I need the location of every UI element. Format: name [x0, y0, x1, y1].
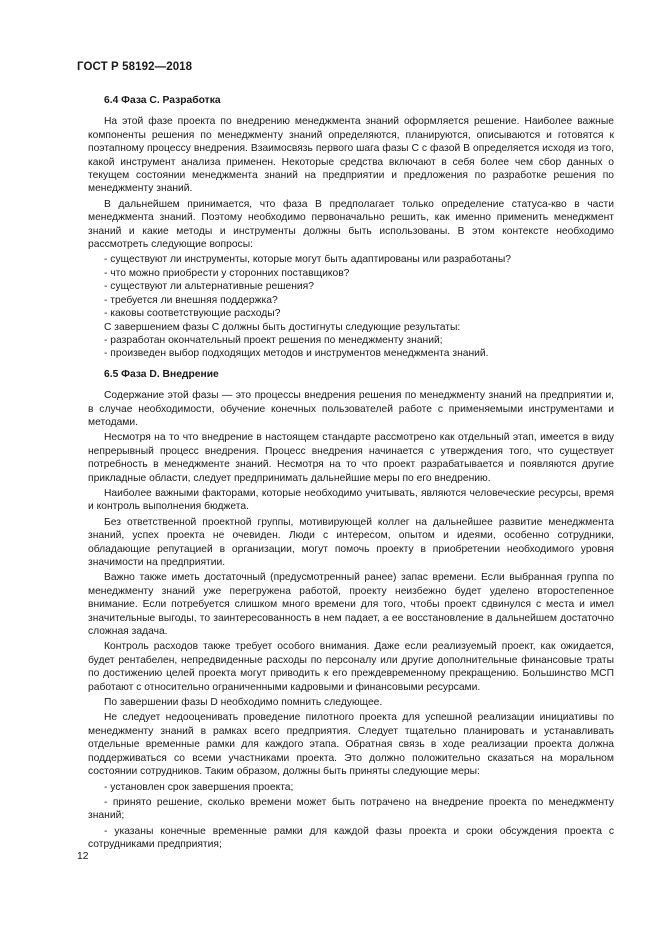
page-number: 12: [77, 851, 89, 862]
page-body: [88, 94, 614, 854]
section-6-5-paragraph-2: Несмотря на то что внедрение в настоящем стандарте рассмотрено как отдельный этап, имеется в виду непрерывный процесс внедрения. Процесс внедрения начинается с утверждения того, что существует потребность в менеджменте знаний. Несмотря на то что проект разрабатывается и появляются другие прикладные области, следует предпринимать дальнейшие меры по его внедрению.: [88, 432, 614, 484]
measures-list: [88, 781, 614, 852]
list-item: - существуют ли инструменты, которые могут быть адаптированы или разработаны?: [104, 254, 511, 266]
section-6-4-title: 6.4 Фаза С. Разработка: [104, 95, 221, 106]
list-item: - указаны конечные временные рамки для каждой фазы проекта и сроки обсуждения проекта с сотрудниками предприятия;: [88, 825, 614, 851]
section-6-5-paragraph-3: Наиболее важными факторами, которые необходимо учитывать, являются человеческие ресурсы, время и контроль выполнения бюджета.: [88, 487, 614, 513]
list-item: - требуется ли внешняя поддержка?: [104, 294, 278, 306]
list-item: - существуют ли альтернативные решения?: [104, 281, 314, 293]
section-6-5-paragraph-5: Важно также иметь достаточный (предусмотренный ранее) запас времени. Если выбранная группа по менеджменту знаний уже перегружена работой, проекту неизбежно будет уделено второстепенное внимание. Если потребуется слишком много времени для того, чтобы проект сдвинулся с места и имел значительные выгоды, то заинтересованность в нем падает, а ее восстановление в дальнейшем достаточно сложная задача.: [88, 572, 614, 638]
section-6-5-paragraph-6: Контроль расходов также требует особого внимания. Даже если реализуемый проект, как ожидается, будет рентабелен, непредвиденные расходы по персоналу или другие дополнительные финансовые траты по достижению целей проекта могут приводить к его преждевременному прекращению. Большинство МСП работают с относительно ограниченными кадровыми и финансовыми ресурсами.: [88, 641, 614, 693]
section-6-5-paragraph-7: По завершении фазы D необходимо помнить следующее.: [104, 697, 383, 709]
section-6-5-paragraph-8: Не следует недооценивать проведение пилотного проекта для успешной реализации инициативы по менеджменту знаний в рамках всего предприятия. Следует тщательно планировать и устанавливать отдельные временные рамки для каждого этапа. Обратная связь в ходе реализации проекта должна поддерживаться со всеми участниками проекта. Это должно положительно сказаться на моральном состоянии сотрудников. Таким образом, должны быть приняты следующие меры:: [88, 712, 614, 778]
section-6-5-paragraph-4: Без ответственной проектной группы, мотивирующей коллег на дальнейшее развитие менеджмента знаний, успех проекта не очевиден. Люди с интересом, опытом и идеями, особенно сотрудники, обладающие репутацией в организации, могут помочь проекту в приобретении необходимого уровня значимости на предприятии.: [88, 516, 614, 568]
questions-list: [88, 253, 614, 320]
results-list: [88, 334, 614, 361]
section-6-5-paragraph-1: Содержание этой фазы — это процессы внедрения решения по менеджменту знаний на предприятии и, в случае необходимости, обучение конечных пользователей работе с применяемыми инструментами и методами.: [88, 390, 614, 428]
list-item: - что можно приобрести у сторонних поставщиков?: [104, 267, 350, 279]
list-item: - принято решение, сколько времени может быть потрачено на внедрение проекта по менеджменту знаний;: [88, 796, 614, 822]
results-intro: С завершением фазы С должны быть достигнуты следующие результаты:: [104, 321, 461, 333]
list-item: - каковы соответствующие расходы?: [104, 308, 281, 320]
section-6-4-paragraph-2: В дальнейшем принимается, что фаза В предполагает только определение статуса-кво в части менеджмента знаний. Поэтому необходимо первоначально решить, как именно применить менеджмент знаний и какие методы и инструменты должны быть использованы. В этом контексте необходимо рассмотреть следующие вопросы:: [88, 198, 614, 251]
list-item: - установлен срок завершения проекта;: [104, 781, 294, 793]
list-item: - произведен выбор подходящих методов и инструментов менеджмента знаний.: [104, 348, 489, 360]
section-6-5-title: 6.5 Фаза D. Внедрение: [104, 368, 219, 380]
document-header: ГОСТ Р 58192—2018: [77, 61, 193, 73]
section-6-4-paragraph-1: На этой фазе проекта по внедрению менеджмента знаний оформляется решение. Наиболее важные компоненты решения по менеджменту знаний определяются, планируются, описываются и готовятся к поэтапному процессу внедрения. Взаимосвязь первого шага фазы С с фазой В определяется исходя из того, какой инструмент анализа применен. Некоторые средства включают в себя более чем сбор данных о текущем состоянии менеджмента знаний на предприятии и предложения по разработке решения по менеджменту знаний.: [88, 116, 614, 195]
list-item: - разработан окончательный проект решения по менеджменту знаний;: [104, 334, 443, 346]
